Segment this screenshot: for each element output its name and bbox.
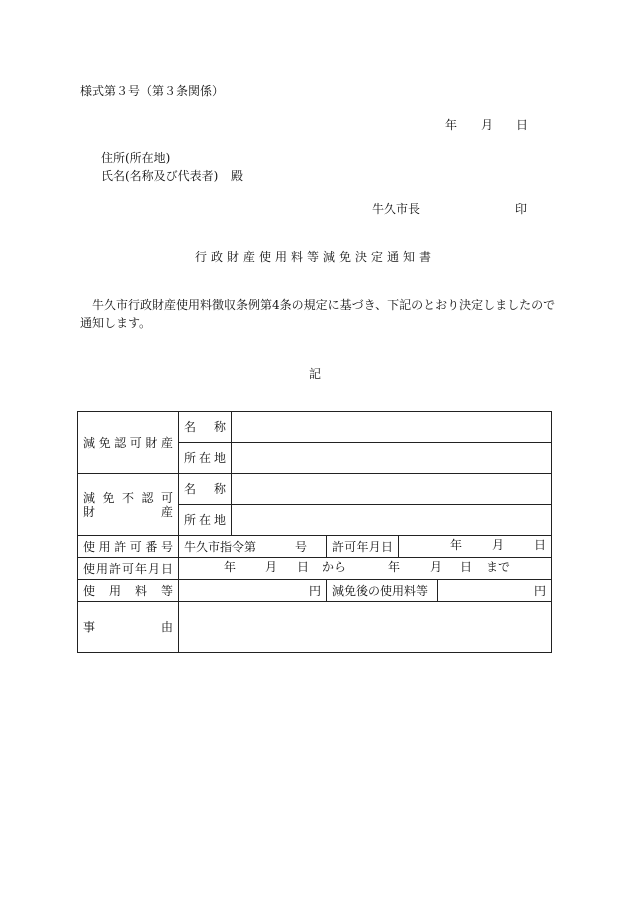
recipient-name-label: 氏名(名称及び代表者) [101,169,219,183]
period-start-day: 日 [297,560,310,574]
date-day-label: 日 [516,118,529,132]
period-end-year: 年 [388,560,401,574]
approved-name-field[interactable] [232,412,552,443]
not-approved-name-label: 名称 [179,474,232,505]
seal-mark: 印 [515,202,528,216]
not-approved-name-field[interactable] [232,474,552,505]
form-number: 様式第３号（第３条関係） [80,84,225,98]
approved-name-row [78,412,552,443]
not-approved-name-row [78,474,552,505]
period-end-month: 月 [430,560,443,574]
period-start-year: 年 [224,560,237,574]
period-start-month: 月 [265,560,278,574]
permit-number-suffix: 号 [294,539,307,554]
date-month-label: 月 [481,118,494,132]
honorific: 殿 [231,169,244,183]
permit-number-prefix: 牛久市指令第 [184,539,257,554]
permit-date-field[interactable] [399,536,552,558]
permit-number-row [78,536,552,558]
not-approved-location-label: 所在地 [179,505,232,536]
date-year-label: 年 [445,118,458,132]
permit-period-field[interactable] [179,558,552,580]
after-fee-yen: 円 [533,583,546,598]
after-fee-label: 減免後の使用料等 [327,580,438,602]
period-until: まで [486,560,511,574]
not-approved-label-line1: 減免不認可 [83,490,173,505]
permit-period-label: 使用許可年月日 [78,558,179,580]
fee-yen: 円 [308,583,321,598]
permit-number-label: 使用許可番号 [78,536,179,558]
fee-field[interactable] [179,580,327,602]
period-end-day: 日 [460,560,473,574]
permit-period-row [78,558,552,580]
body-text: 牛久市行政財産使用料徴収条例第4条の規定に基づき、下記のとおり決定しましたので通知します。 [80,298,556,330]
not-approved-property-label [78,474,179,536]
fee-label: 使用料等 [78,580,179,602]
approved-name-label: 名称 [179,412,232,443]
sender-title: 牛久市長 [372,202,421,216]
recipient-address-label: 住所(所在地) [101,151,171,165]
period-from: から [322,560,347,574]
decision-table [77,411,552,653]
reason-label: 事由 [78,602,179,653]
document-title: 行政財産使用料等減免決定通知書 [194,250,435,264]
not-approved-location-field[interactable] [232,505,552,536]
approved-property-label: 減免認可財産 [78,412,179,474]
permit-number-field[interactable] [179,536,327,558]
approved-location-field[interactable] [232,443,552,474]
permit-date-label: 許可年月日 [327,536,399,558]
not-approved-label-line2: 財産 [83,504,173,519]
approved-location-label: 所在地 [179,443,232,474]
ki-heading: 記 [308,367,321,381]
permit-date-month: 月 [492,538,505,552]
permit-date-day: 日 [534,538,547,552]
reason-field[interactable] [179,602,552,653]
permit-date-year: 年 [450,538,463,552]
after-fee-field[interactable] [438,580,552,602]
reason-row [78,602,552,653]
fee-row [78,580,552,602]
